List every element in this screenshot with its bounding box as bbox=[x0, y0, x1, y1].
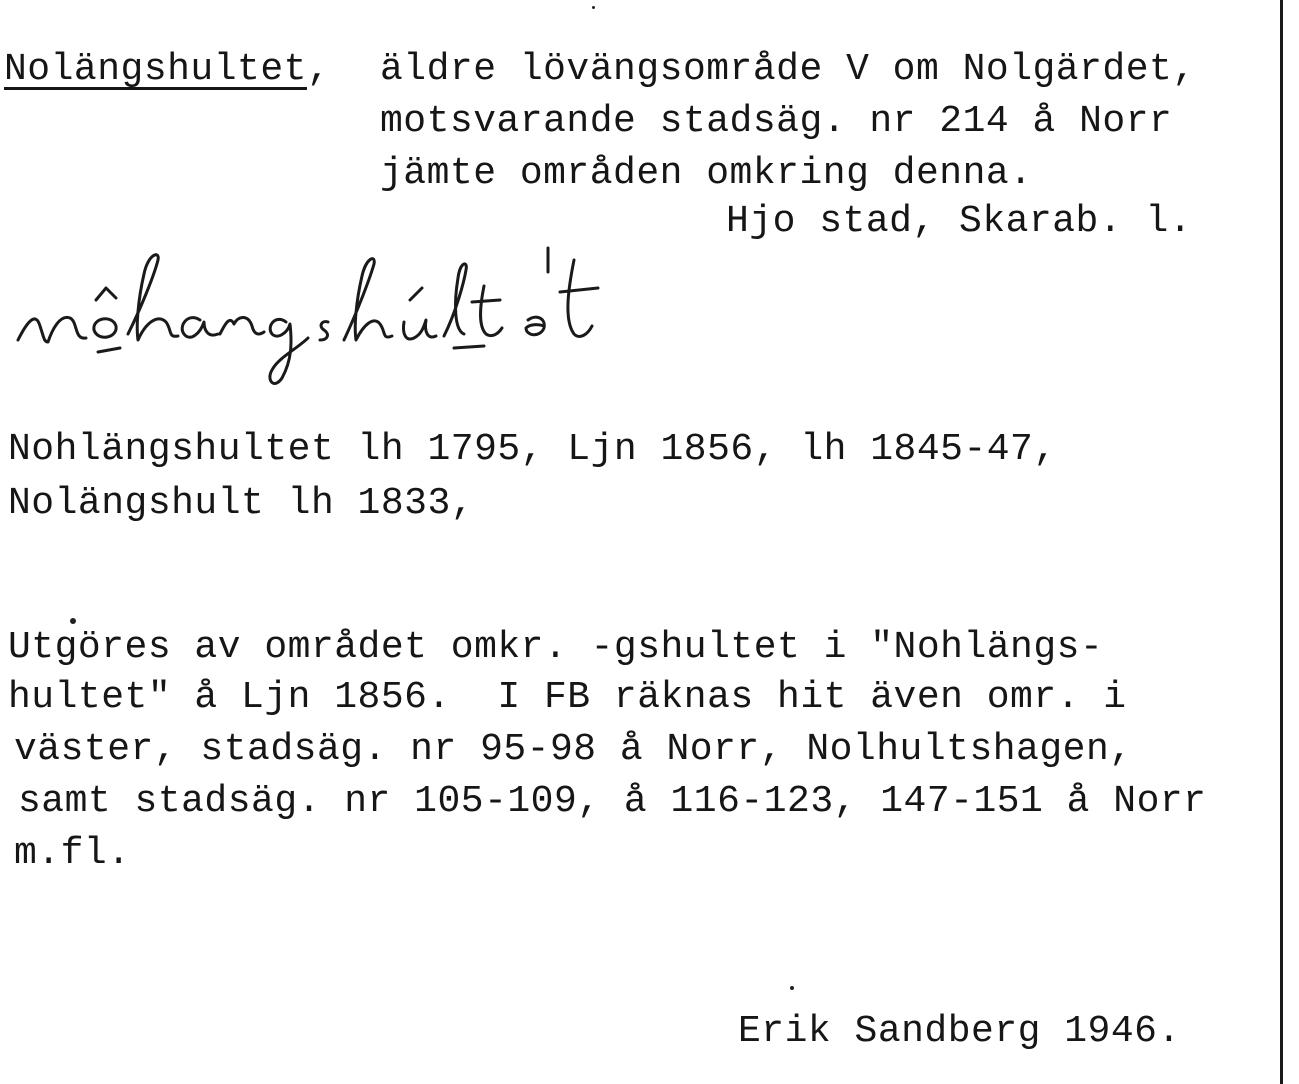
headword-line bbox=[4, 44, 330, 96]
definition-line-1: äldre lövängsområde V om Nolgärdet, bbox=[380, 48, 1196, 91]
ink-speck bbox=[790, 986, 794, 990]
headword: Nolängshultet bbox=[4, 48, 307, 91]
body-line-3: väster, stadsäg. nr 95-98 å Norr, Nolhultshagen, bbox=[14, 728, 1133, 771]
signature-line: Erik Sandberg 1946. bbox=[738, 1010, 1181, 1053]
body-line-2: hultet" å Ljn 1856. I FB räknas hit även omr. i bbox=[8, 676, 1127, 719]
headword-comma: , bbox=[306, 48, 331, 91]
location-line: Hjo stad, Skarab. l. bbox=[726, 200, 1193, 243]
ink-speck bbox=[70, 618, 76, 624]
handwritten-pronunciation bbox=[8, 230, 808, 390]
body-line-5: m.fl. bbox=[14, 832, 131, 875]
forms-line-2: Nolängshult lh 1833, bbox=[8, 482, 475, 525]
body-line-1: Utgöres av området omkr. -gshultet i "Nohlängs- bbox=[8, 626, 1104, 669]
definition-line-2: motsvarande stadsäg. nr 214 å Norr bbox=[380, 100, 1173, 143]
ink-speck bbox=[592, 6, 595, 9]
forms-line-1: Nohlängshultet lh 1795, Ljn 1856, lh 1845-47, bbox=[8, 428, 1057, 471]
definition-line-3: jämte områden omkring denna. bbox=[380, 152, 1033, 195]
card-edge-line bbox=[1280, 0, 1283, 1084]
body-line-4: samt stadsäg. nr 105-109, å 116-123, 147-151 å Norr bbox=[18, 780, 1207, 823]
